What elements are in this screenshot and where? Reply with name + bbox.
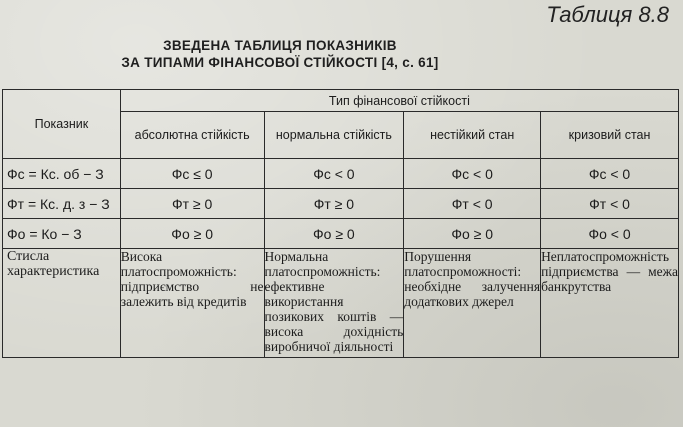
- summary-label: Стисла характеристика: [3, 249, 121, 358]
- summary-text-normal: Нормальна платоспроможність: ефективне використання позикових коштів — висока дохідність виробничої діяльності: [264, 249, 404, 358]
- table-cell: Фт < 0: [404, 189, 541, 219]
- table-title-line-1: ЗВЕДЕНА ТАБЛИЦЯ ПОКАЗНИКІВ: [163, 38, 397, 53]
- table-cell: Фс < 0: [541, 159, 679, 189]
- table-number-label: Таблиця 8.8: [546, 2, 669, 27]
- summary-text-absolute: Висока платоспроможність: підприємство не залежить від кредитів: [120, 249, 264, 358]
- summary-text-crisis: Неплатоспроможність підприємства — межа банкрутства: [541, 249, 679, 358]
- table-cell: Фс ≤ 0: [120, 159, 264, 189]
- summary-row: [3, 249, 679, 358]
- row-indicator: Фс = Кс. об − З: [3, 159, 121, 189]
- table-cell: Фо ≥ 0: [264, 219, 404, 249]
- financial-stability-table: [2, 89, 679, 358]
- table-cell: Фс < 0: [404, 159, 541, 189]
- indicator-header: Показник: [3, 90, 121, 159]
- table-row: [3, 219, 679, 249]
- table-cell: Фт < 0: [541, 189, 679, 219]
- table-cell: Фс < 0: [264, 159, 404, 189]
- table-cell: Фт ≥ 0: [264, 189, 404, 219]
- type-header-crisis: кризовий стан: [541, 112, 679, 159]
- table-cell: Фт ≥ 0: [120, 189, 264, 219]
- stability-type-group-header: Тип фінансової стійкості: [120, 90, 678, 112]
- table-title-line-2: ЗА ТИПАМИ ФІНАНСОВОЇ СТІЙКОСТІ [4, с. 61]: [121, 55, 439, 70]
- row-indicator: Фо = Ко − З: [3, 219, 121, 249]
- summary-text-unstable: Порушення платоспроможності: необхідне залучення додаткових джерел: [404, 249, 541, 358]
- type-header-unstable: нестійкий стан: [404, 112, 541, 159]
- type-header-normal: нормальна стійкість: [264, 112, 404, 159]
- table-row: [3, 159, 679, 189]
- table-row: [3, 189, 679, 219]
- row-indicator: Фт = Кс. д. з − З: [3, 189, 121, 219]
- type-header-absolute: абсолютна стійкість: [120, 112, 264, 159]
- table-cell: Фо ≥ 0: [120, 219, 264, 249]
- table-cell: Фо < 0: [541, 219, 679, 249]
- table-cell: Фо ≥ 0: [404, 219, 541, 249]
